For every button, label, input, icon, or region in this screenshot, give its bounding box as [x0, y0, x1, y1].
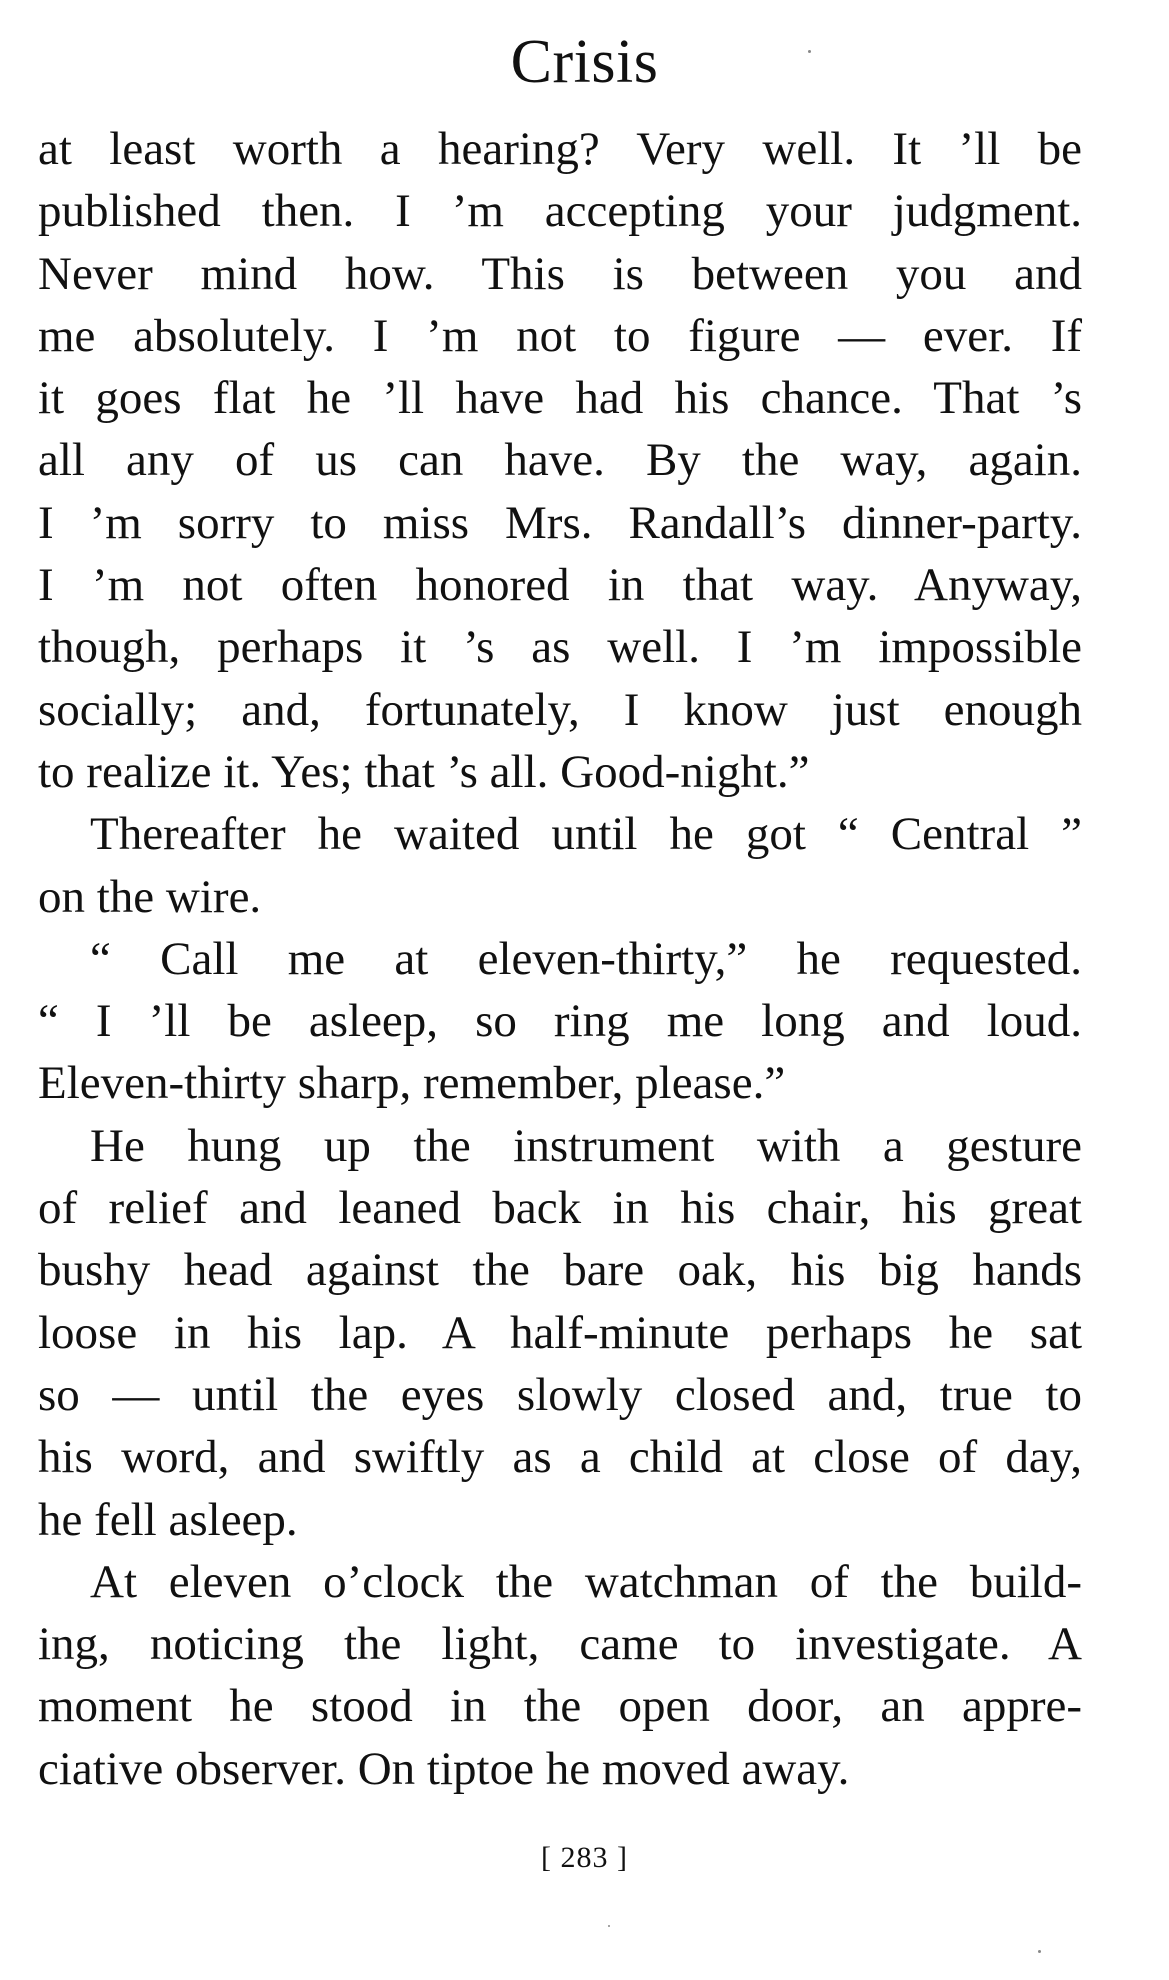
text-line: he fell asleep. [38, 1493, 298, 1546]
paragraph-5 [38, 1551, 1082, 1800]
text-line: ing, noticing the light, came to investigate. A [38, 1618, 1082, 1671]
text-line: moment he stood in the open door, an appre- [38, 1680, 1082, 1733]
text-line: “ Call me at eleven-thirty,” he requested. [90, 932, 1082, 985]
text-line: published then. I ’m accepting your judgment. [38, 185, 1082, 238]
paragraph-4 [38, 1115, 1082, 1551]
text-line: his word, and swiftly as a child at close of day, [38, 1431, 1082, 1484]
text-line: I ’m sorry to miss Mrs. Randall’s dinner-party. [38, 496, 1082, 549]
text-line: so — until the eyes slowly closed and, true to [38, 1368, 1082, 1421]
text-line: all any of us can have. By the way, again. [38, 434, 1082, 487]
paper-speck [608, 1925, 610, 1927]
text-line: though, perhaps it ’s as well. I ’m impossible [38, 621, 1082, 674]
text-line: ciative observer. On tiptoe he moved away. [38, 1742, 850, 1795]
text-line: He hung up the instrument with a gesture [90, 1119, 1082, 1172]
paragraph-2 [38, 803, 1082, 928]
text-line: it goes flat he ’ll have had his chance. That ’s [38, 372, 1082, 425]
text-line: Never mind how. This is between you and [38, 247, 1082, 300]
body-text [38, 118, 1082, 1800]
running-head: Crisis [510, 28, 659, 96]
text-line: socially; and, fortunately, I know just enough [38, 683, 1082, 736]
text-line: Eleven-thirty sharp, remember, please.” [38, 1057, 786, 1110]
text-line: “ I ’ll be asleep, so ring me long and loud. [38, 995, 1082, 1048]
text-line: of relief and leaned back in his chair, his great [38, 1182, 1082, 1235]
paragraph-1 [38, 118, 1082, 803]
text-line: bushy head against the bare oak, his big hands [38, 1244, 1082, 1297]
paper-speck [1038, 1950, 1041, 1953]
text-line: loose in his lap. A half-minute perhaps he sat [38, 1306, 1082, 1359]
text-line: At eleven o’clock the watchman of the build- [90, 1555, 1082, 1608]
text-line: to realize it. Yes; that ’s all. Good-night.” [38, 745, 810, 798]
text-line: on the wire. [38, 870, 262, 923]
text-line: at least worth a hearing? Very well. It ’ll be [38, 123, 1082, 175]
paragraph-3 [38, 928, 1082, 1115]
text-line: Thereafter he waited until he got “ Central ” [90, 808, 1082, 861]
text-line: me absolutely. I ’m not to figure — ever. If [38, 309, 1082, 362]
text-line: I ’m not often honored in that way. Anyway, [38, 559, 1082, 612]
paper-speck [808, 50, 811, 53]
page-number: [ 283 ] [541, 1841, 628, 1874]
